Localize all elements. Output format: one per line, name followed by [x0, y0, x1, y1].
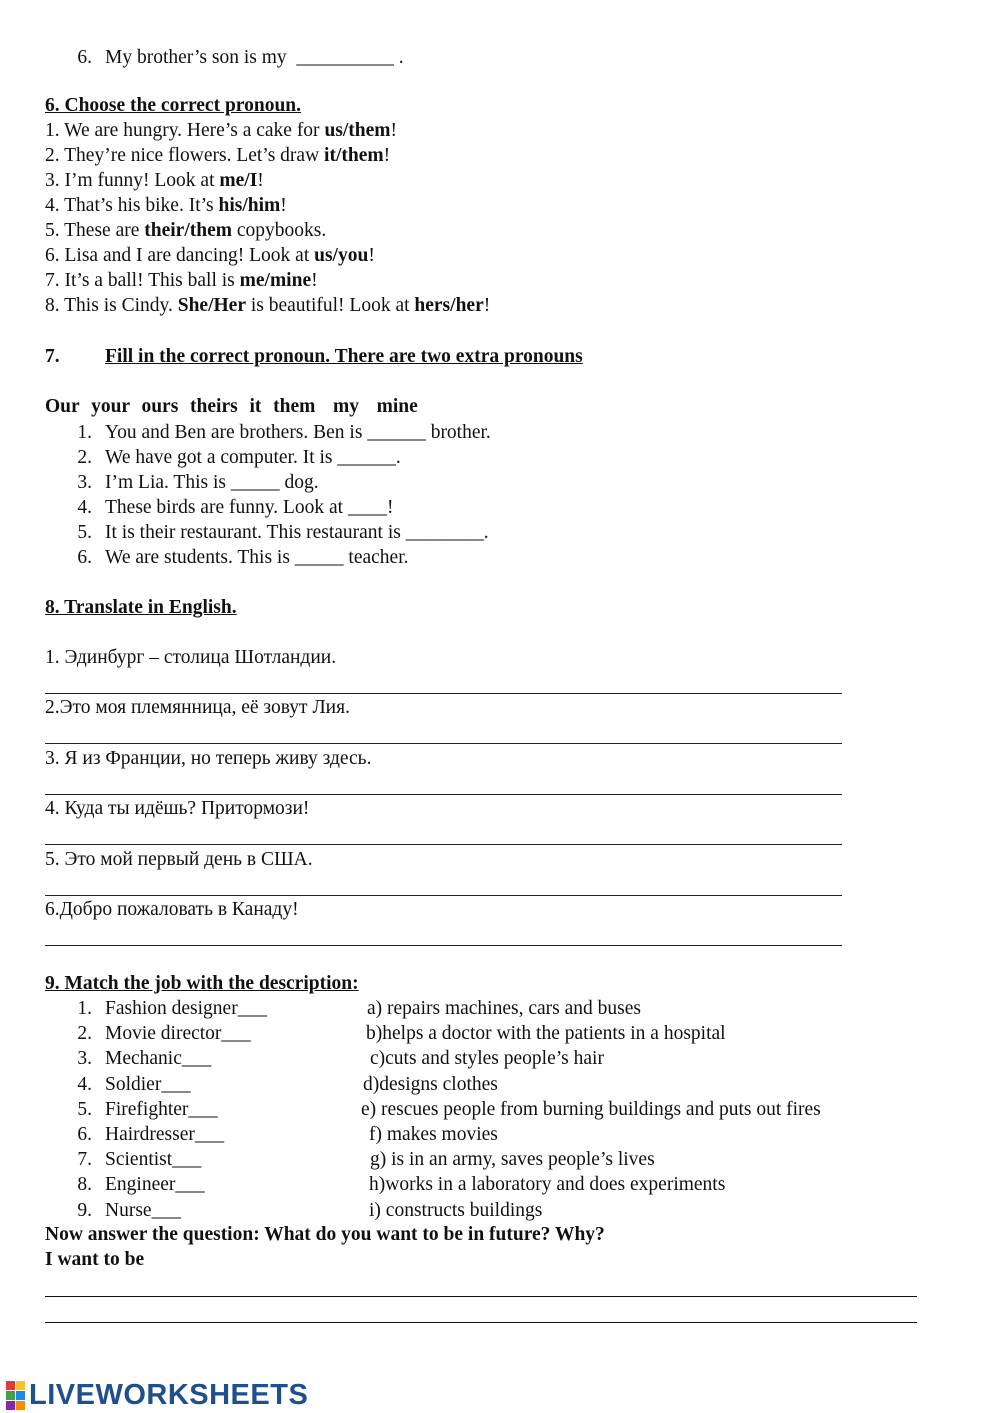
pronoun-choice[interactable]: his/him: [218, 195, 281, 216]
item-text: 3. I’m funny! Look at: [45, 170, 220, 191]
translate-item: 2.Это моя племянница, её зовут Лия.: [45, 697, 350, 719]
translate-item: 6.Добро пожаловать в Канаду!: [45, 899, 299, 920]
item-text: 5. These are: [45, 220, 145, 241]
item-text: !: [483, 295, 491, 316]
fill-item-number: 1.: [77, 422, 92, 443]
pronoun-choice-item: [45, 219, 326, 243]
pronoun-choice[interactable]: me/I: [219, 170, 258, 191]
pronoun-choice-item: [45, 194, 287, 218]
job-description: i) constructs buildings: [369, 1199, 543, 1221]
answer-start: I want to be: [45, 1249, 145, 1270]
section7-number: 7.: [45, 346, 60, 367]
top-item-text: My brother’s son is my __________ .: [105, 47, 404, 68]
job-number: 8.: [77, 1174, 92, 1196]
logo-block: [6, 1401, 15, 1410]
job-name[interactable]: Hairdresser___: [105, 1124, 225, 1145]
fill-item-text[interactable]: I’m Lia. This is _____ dog.: [105, 472, 319, 493]
job-description: a) repairs machines, cars and buses: [367, 998, 641, 1019]
logo-mark-icon: [6, 1381, 25, 1410]
item-text: 6. Lisa and I are dancing! Look at: [45, 245, 315, 266]
pronoun-choice[interactable]: me/mine: [239, 270, 312, 291]
pronoun-choice-item: [45, 244, 375, 268]
job-name[interactable]: Engineer___: [105, 1174, 205, 1196]
item-text: !: [257, 170, 264, 191]
logo-block: [6, 1381, 15, 1390]
item-text: 2. They’re nice flowers. Let’s draw: [45, 145, 325, 166]
job-description: d)designs clothes: [363, 1073, 498, 1095]
item-text: !: [383, 145, 391, 166]
job-number: 1.: [77, 998, 92, 1019]
job-description: b)helps a doctor with the patients in a hospital: [366, 1023, 726, 1045]
fill-item-number: 2.: [77, 447, 92, 468]
item-text: copybooks.: [232, 220, 327, 241]
logo-block: [16, 1381, 25, 1390]
section7-heading: Fill in the correct pronoun. There are two extra pronouns: [105, 346, 583, 367]
pronoun-choice[interactable]: She/Her: [177, 295, 246, 316]
pronoun-choice-item: [45, 294, 490, 318]
translate-item: 5. Это мой первый день в США.: [45, 848, 313, 870]
answer-line-1[interactable]: [45, 1296, 917, 1297]
job-name[interactable]: Mechanic___: [105, 1048, 212, 1070]
logo-block: [6, 1391, 15, 1400]
job-name[interactable]: Scientist___: [105, 1149, 202, 1171]
section6-heading: 6. Choose the correct pronoun.: [45, 95, 302, 116]
item-text: !: [390, 120, 398, 141]
job-number: 2.: [77, 1023, 92, 1045]
translation-answer-line[interactable]: [45, 844, 842, 845]
pronoun-choice-item: [45, 119, 397, 143]
job-name[interactable]: Firefighter___: [105, 1098, 218, 1120]
job-name[interactable]: Fashion designer___: [105, 998, 267, 1019]
section9-heading: 9. Match the job with the description:: [45, 973, 359, 994]
translation-answer-line[interactable]: [45, 895, 842, 896]
fill-item-text[interactable]: We have got a computer. It is ______.: [105, 447, 401, 468]
job-description: f) makes movies: [369, 1124, 498, 1145]
translate-item: 4. Куда ты идёшь? Притормози!: [45, 798, 310, 820]
translation-answer-line[interactable]: [45, 794, 842, 795]
fill-item-number: 6.: [77, 547, 92, 568]
job-number: 4.: [77, 1073, 92, 1095]
job-description: g) is in an army, saves people’s lives: [370, 1149, 655, 1171]
translate-item: 1. Эдинбург – столица Шотландии.: [45, 647, 337, 668]
translation-answer-line[interactable]: [45, 693, 842, 694]
logo-block: [16, 1401, 25, 1410]
pronoun-choice[interactable]: it/them: [324, 145, 384, 166]
job-number: 9.: [77, 1199, 92, 1221]
fill-item-text[interactable]: You and Ben are brothers. Ben is ______ brother.: [105, 422, 491, 443]
pronoun-choice-item: [45, 169, 264, 193]
item-text: 4. That’s his bike. It’s: [45, 195, 219, 216]
job-number: 6.: [77, 1124, 92, 1145]
section8-heading: 8. Translate in English.: [45, 597, 237, 618]
item-text: 1. We are hungry. Here’s a cake for: [45, 120, 325, 141]
job-number: 5.: [77, 1098, 92, 1120]
translation-answer-line[interactable]: [45, 945, 842, 946]
job-description: c)cuts and styles people’s hair: [370, 1048, 604, 1070]
pronoun-choice[interactable]: hers/her: [414, 295, 484, 316]
logo-text: LIVEWORKSHEETS: [29, 1378, 309, 1411]
pronoun-choice[interactable]: us/them: [324, 120, 391, 141]
pronoun-choice[interactable]: us/you: [314, 245, 369, 266]
liveworksheets-logo: [6, 1378, 308, 1412]
fill-item-number: 4.: [77, 497, 92, 518]
answer-line-2[interactable]: [45, 1322, 917, 1323]
job-description: h)works in a laboratory and does experiments: [369, 1174, 726, 1196]
item-text: !: [311, 270, 318, 291]
item-text: 8. This is Cindy.: [45, 295, 178, 316]
pronoun-choice-item: [45, 269, 318, 293]
job-number: 3.: [77, 1048, 92, 1070]
job-name[interactable]: Soldier___: [105, 1073, 191, 1095]
pronoun-choice[interactable]: their/them: [144, 220, 232, 241]
item-text: 7. It’s a ball! This ball is: [45, 270, 240, 291]
top-item-number: 6.: [77, 47, 92, 68]
translation-answer-line[interactable]: [45, 743, 842, 744]
future-question: Now answer the question: What do you want to be in future? Why?: [45, 1224, 605, 1245]
item-text: !: [280, 195, 287, 216]
translate-item: 3. Я из Франции, но теперь живу здесь.: [45, 747, 372, 769]
job-number: 7.: [77, 1149, 92, 1171]
logo-block: [16, 1391, 25, 1400]
job-description: e) rescues people from burning buildings and puts out fires: [361, 1098, 821, 1120]
pronoun-choice-item: [45, 144, 390, 168]
item-text: is beautiful! Look at: [245, 295, 415, 316]
word-bank: Our your ours theirs it them my mine: [45, 396, 418, 417]
fill-item-number: 3.: [77, 472, 92, 493]
fill-item-text[interactable]: We are students. This is _____ teacher.: [105, 547, 409, 568]
fill-item-text[interactable]: These birds are funny. Look at ____!: [105, 497, 394, 518]
job-name[interactable]: Nurse___: [105, 1199, 181, 1221]
fill-item-number: 5.: [77, 522, 92, 543]
fill-item-text[interactable]: It is their restaurant. This restaurant is ________.: [105, 522, 489, 543]
item-text: !: [368, 245, 375, 266]
job-name[interactable]: Movie director___: [105, 1023, 251, 1045]
